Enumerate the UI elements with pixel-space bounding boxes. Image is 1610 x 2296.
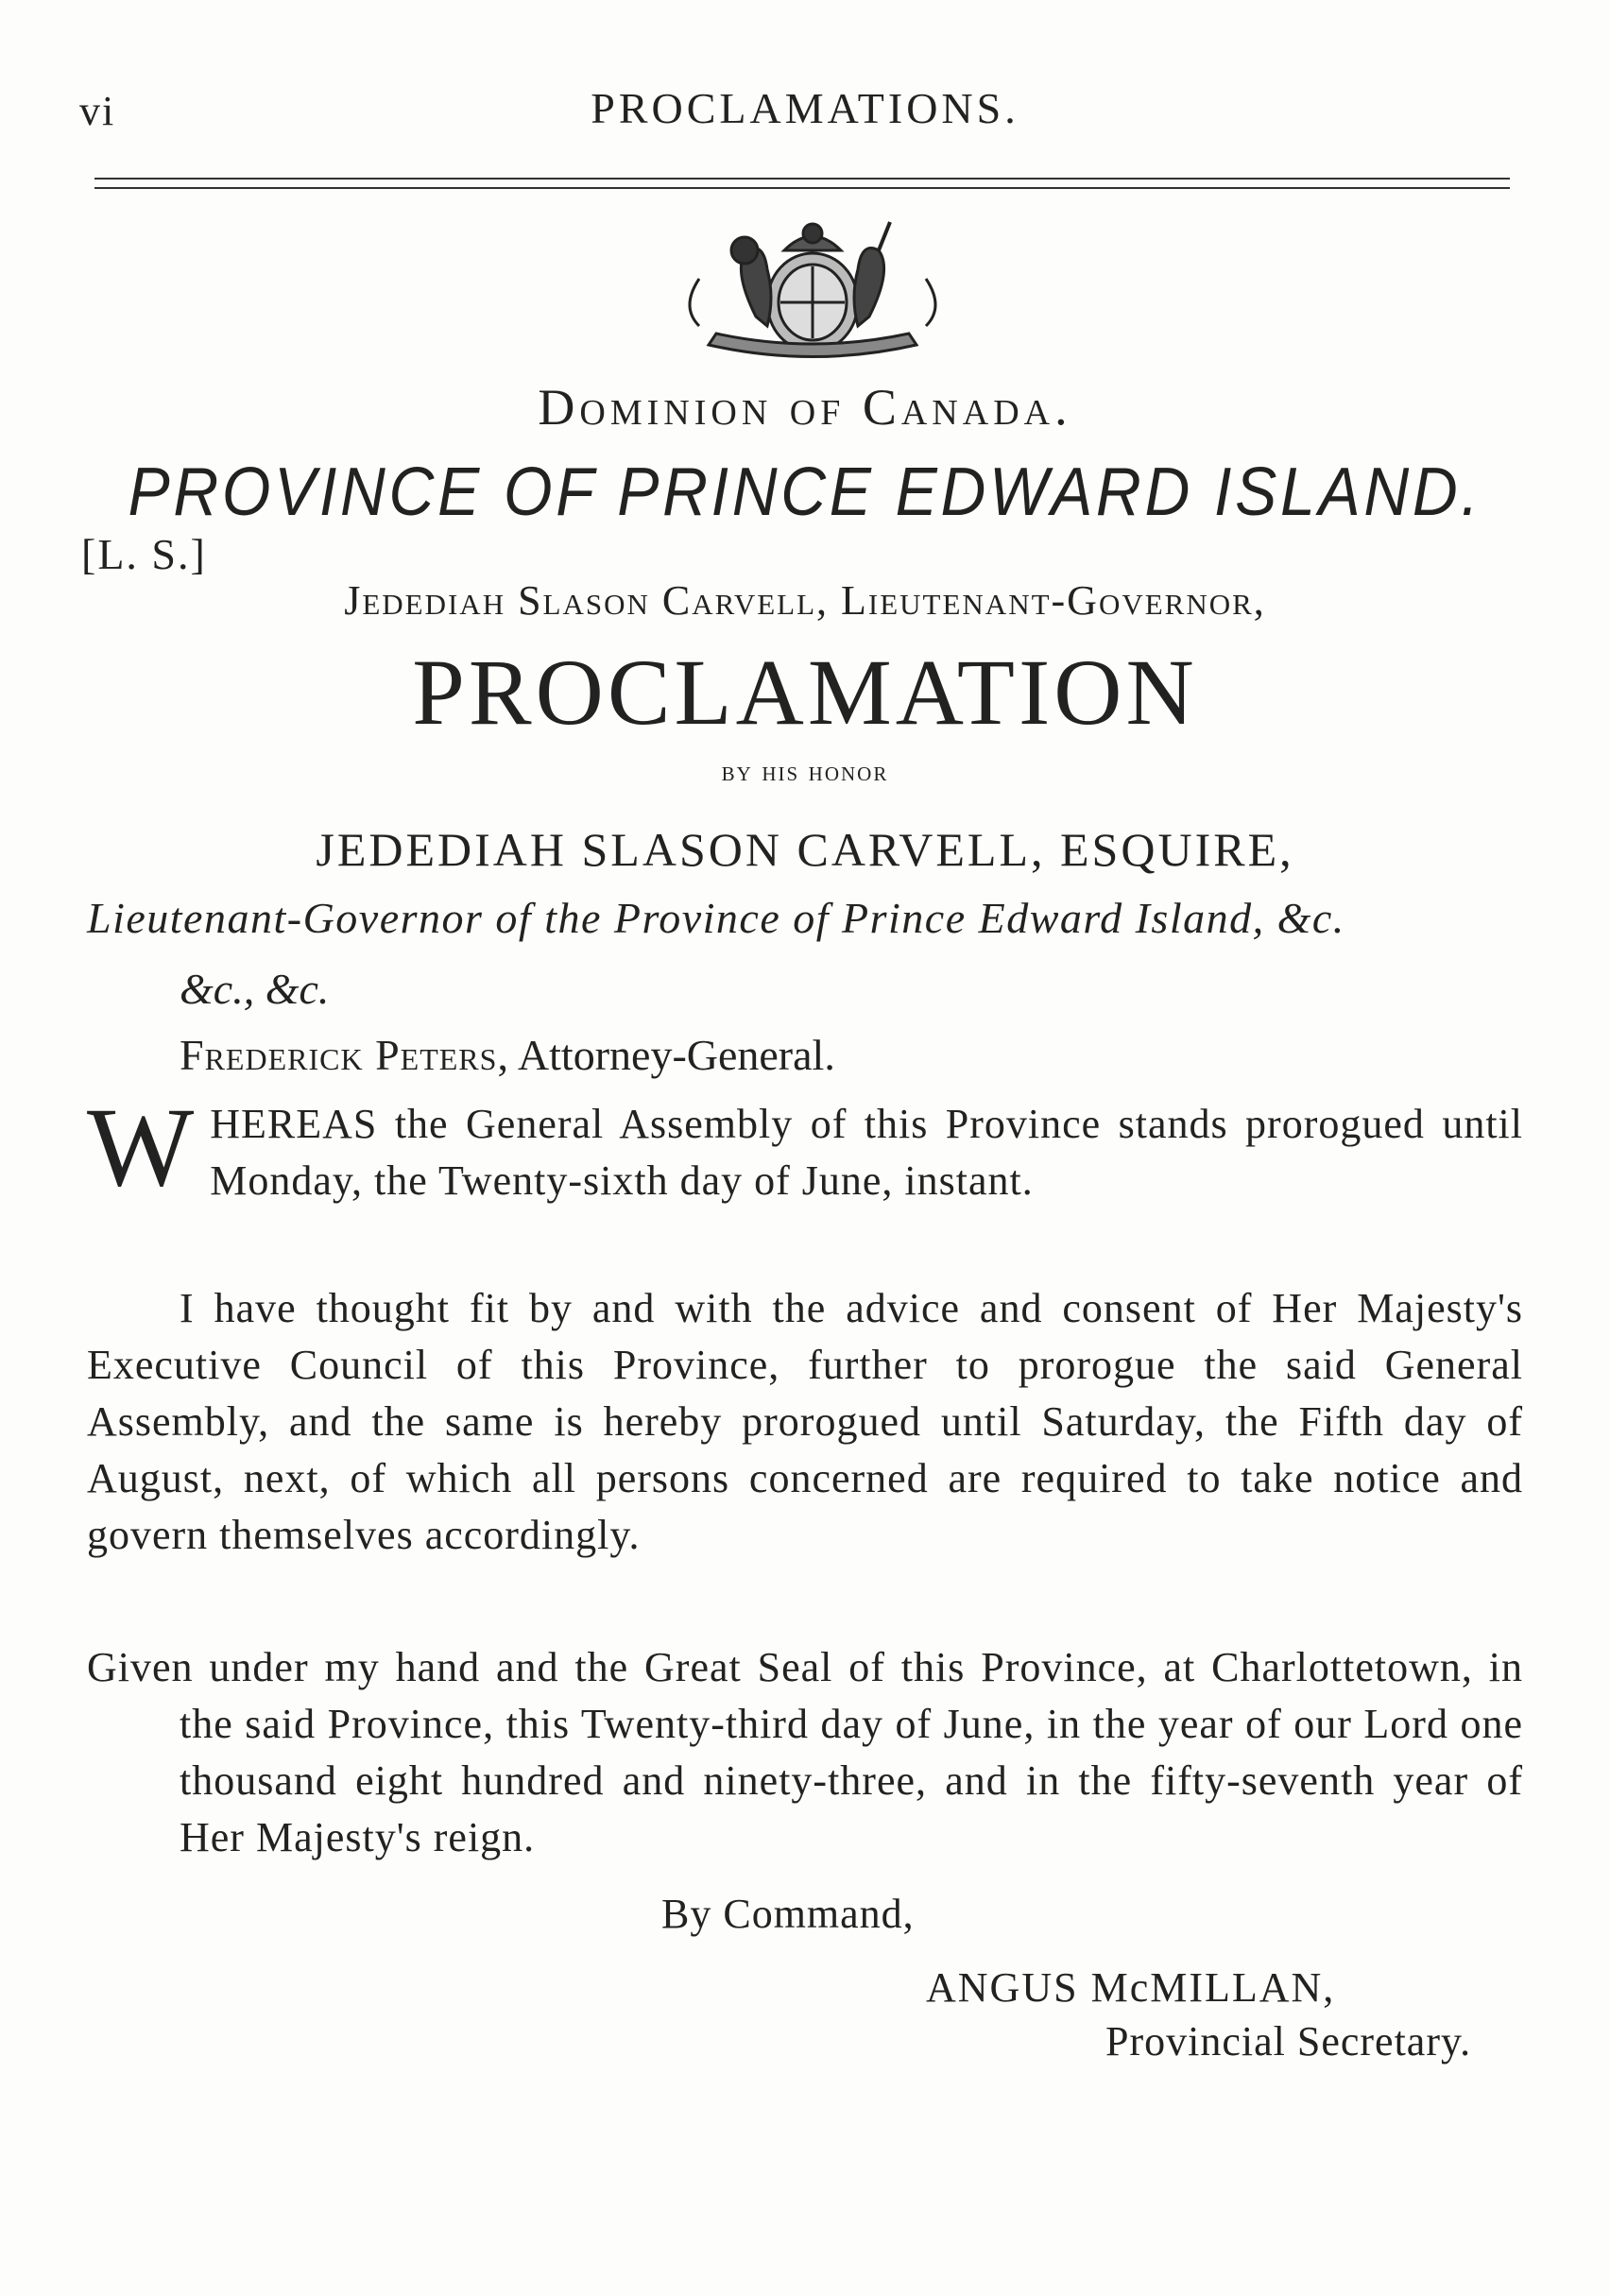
whereas-paragraph	[87, 1084, 1523, 1209]
attorney-title: Attorney-General.	[517, 1031, 835, 1079]
prorogation-paragraph: I have thought fit by and with the advice and consent of Her Majesty's Executive Council of this Province, further to prorogue the said General Assembly, and the same is hereby prorogued until Saturday, the Fifth day of August, next, of which all persons concerned are required to take notice and govern themselves accordingly.	[87, 1285, 1523, 1558]
attorney-general-line	[180, 1030, 835, 1080]
running-title: PROCLAMATIONS.	[591, 84, 1019, 132]
seal-mark: [L. S.]	[81, 530, 207, 578]
by-command: By Command,	[661, 1891, 915, 1937]
by-his-honor: by his honor	[721, 756, 889, 787]
dominion-heading: Dominion of Canada.	[538, 379, 1072, 436]
page-number: vi	[79, 88, 116, 134]
governor-name: JEDEDIAH SLASON CARVELL, ESQUIRE,	[316, 823, 1294, 876]
header-rule-top	[94, 178, 1510, 180]
drop-cap: W	[87, 1084, 196, 1209]
proclamation-title: PROCLAMATION	[412, 640, 1198, 745]
signer-name: ANGUS McMILLAN,	[926, 1964, 1336, 2011]
lieutenant-governor-title: Lieutenant-Governor of the Province of Prince Edward Island, &c.	[87, 894, 1345, 942]
attorney-name: Frederick Peters,	[180, 1031, 509, 1079]
signer-title: Provincial Secretary.	[1105, 2018, 1472, 2065]
royal-coat-of-arms-icon	[642, 213, 983, 364]
etc-line: &c., &c.	[180, 965, 330, 1013]
governor-line: Jedediah Slason Carvell, Lieutenant-Governor,	[344, 577, 1266, 624]
whereas-text: HEREAS the General Assembly of this Province stands prorogued until Monday, the Twenty-sixth day of June, instant.	[210, 1101, 1523, 1204]
province-heading: PROVINCE OF PRINCE EDWARD ISLAND.	[128, 454, 1482, 530]
given-under-paragraph: Given under my hand and the Great Seal of this Province, at Charlottetown, in the said Province, this Twenty-third day of June, in the year of our Lord one thousand eight hundred and ninety-three, and in the fifty-seventh year of Her Majesty's reign.	[87, 1644, 1523, 1860]
header-rule-bottom	[94, 187, 1510, 189]
